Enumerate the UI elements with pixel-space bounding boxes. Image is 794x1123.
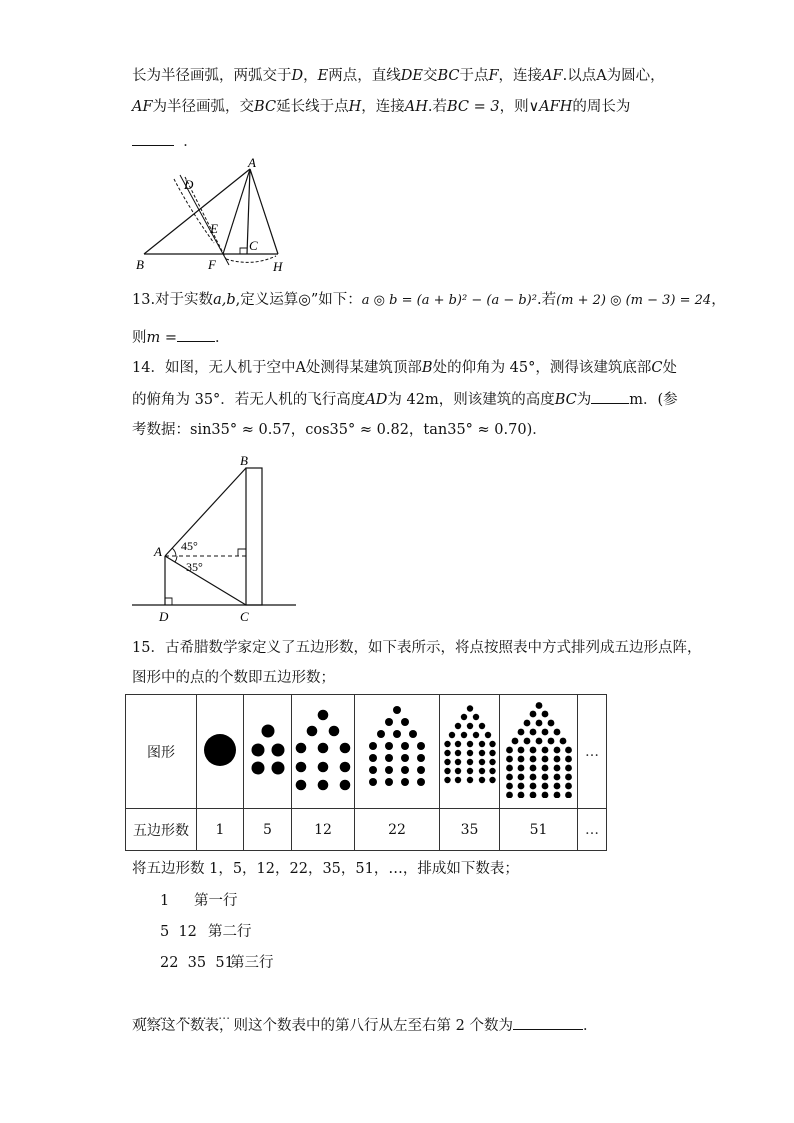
- q12-geometry-figure: [130, 155, 300, 280]
- label-C: C: [240, 609, 249, 624]
- number-cell: 5: [244, 809, 292, 851]
- q13-equation: (m + 2) ◎ (m − 3) = 24: [556, 293, 712, 308]
- segment-AF: [223, 169, 250, 254]
- q12-text-line-2: AF为半径画弧，交BC延长线于点H，连接AH.若BC = 3，则∨AFH的周长为: [132, 99, 631, 115]
- segment-AC: [165, 556, 246, 605]
- number-table-row-3: 22 35 51第三行: [160, 955, 274, 971]
- table-row-numbers: [126, 809, 607, 851]
- label-D: D: [159, 609, 169, 624]
- label-F: F: [208, 257, 216, 272]
- arc-D: [174, 179, 214, 243]
- q13-text-line-2: 则m = ．: [132, 327, 230, 348]
- number-table-dots: … … … … …: [139, 1008, 231, 1022]
- figure-cell-12: [292, 695, 355, 809]
- right-angle-mark-ground: [165, 598, 172, 605]
- q12-text-line-3: ．: [132, 131, 198, 152]
- answer-blank-q13[interactable]: [177, 327, 215, 342]
- number-cell-ellipsis: …: [578, 809, 607, 851]
- segment-AB: [144, 169, 250, 254]
- label-B: B: [240, 453, 248, 468]
- figure-cell-51: [500, 695, 578, 809]
- number-cell: 12: [292, 809, 355, 851]
- dot-pattern-35: [444, 705, 496, 795]
- figure-cell-22: [355, 695, 440, 809]
- q14-building-figure: [128, 450, 308, 625]
- q15-intro: 将五边形数 1，5，12，22，35，51，…，排成如下数表；: [132, 861, 519, 877]
- number-cell: 22: [355, 809, 440, 851]
- angle-label-35: 35°: [186, 560, 203, 574]
- dot-pattern-12: [295, 709, 351, 791]
- angle-label-45: 45°: [181, 539, 198, 553]
- dot-pattern-51: [506, 702, 572, 798]
- right-angle-mark: [240, 248, 247, 254]
- number-table-row-2: 5 12 第二行: [160, 924, 252, 940]
- answer-blank-q12[interactable]: [132, 131, 174, 146]
- q15-question: 观察这个数表，则这个数表中的第八行从左至右第 2 个数为 ．: [132, 1015, 597, 1036]
- q15-text-line-1: 15．古希腊数学家定义了五边形数，如下表所示，将点按照表中方式排列成五边形点阵，: [132, 640, 702, 656]
- row-header-number: 五边形数: [126, 809, 197, 851]
- table-row-figures: [126, 695, 607, 809]
- row-header-figure: 图形: [126, 695, 197, 809]
- q15-text-line-2: 图形中的点的个数即五边形数；: [132, 670, 335, 686]
- right-angle-mark-building: [238, 549, 246, 556]
- arc-H: [226, 256, 276, 262]
- answer-blank-q14[interactable]: [591, 389, 629, 404]
- figure-cell-5: [244, 695, 292, 809]
- number-cell: 35: [440, 809, 500, 851]
- segment-AB: [165, 468, 246, 556]
- dot-pattern-22: [368, 706, 426, 794]
- label-E: E: [210, 221, 218, 236]
- label-A: A: [154, 544, 162, 559]
- label-C: C: [249, 238, 258, 253]
- angle-arc-35: [175, 556, 177, 562]
- figure-cell-ellipsis: …: [578, 695, 607, 809]
- q13-text-line-1: 13.对于实数a,b,定义运算◎”如下：a ◎ b = (a + b)² − (a − b)².若(m + 2) ◎ (m − 3) = 24，: [132, 292, 726, 308]
- answer-blank-q15[interactable]: [513, 1015, 583, 1030]
- figure-cell-35: [440, 695, 500, 809]
- label-H: H: [273, 259, 283, 274]
- dot-pattern-5: [251, 724, 285, 776]
- label-B: B: [136, 257, 144, 272]
- q12-text-line-1: 长为半径画弧，两弧交于D，E两点，直线DE交BC于点F，连接AF.以点A为圆心，: [132, 68, 665, 84]
- figure-cell-1: [197, 695, 244, 809]
- q14-text-line-2: 的俯角为 35°．若无人机的飞行高度AD为 42m，则该建筑的高度BC为 m．(参: [132, 389, 678, 410]
- label-D: D: [184, 177, 194, 192]
- number-cell: 51: [500, 809, 578, 851]
- q13-formula: a ◎ b = (a + b)² − (a − b)²: [361, 293, 537, 308]
- building: [246, 468, 262, 605]
- pentagonal-number-table: [125, 694, 607, 851]
- number-cell: 1: [197, 809, 244, 851]
- number-table-row-1: 1 第一行: [160, 893, 238, 909]
- dot-pattern-1: [203, 733, 237, 767]
- q14-text-line-1: 14．如图，无人机于空中A处测得某建筑顶部B处的仰角为 45°，测得该建筑底部C处: [132, 360, 677, 376]
- label-A: A: [248, 155, 256, 170]
- q14-text-line-3: 考数据：sin35° ≈ 0.57，cos35° ≈ 0.82，tan35° ≈ 0.70)．: [132, 422, 547, 438]
- angle-arc-45: [172, 548, 176, 556]
